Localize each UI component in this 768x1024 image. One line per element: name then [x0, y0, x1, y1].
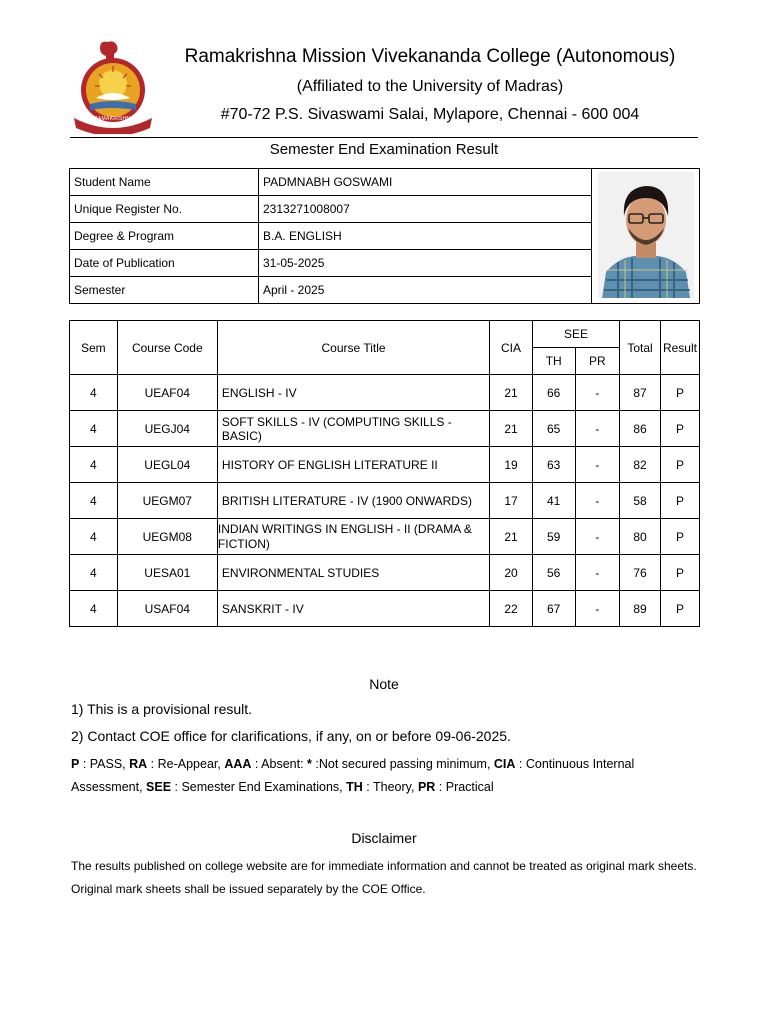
legend-text: : PASS,: [79, 757, 130, 771]
cell-code: UEGM08: [117, 519, 217, 555]
table-row: [70, 519, 700, 555]
cell-result: P: [660, 375, 699, 411]
cell-code: UEGL04: [117, 447, 217, 483]
legend-text: : Practical: [435, 780, 494, 794]
college-address: #70-72 P.S. Sivaswami Salai, Mylapore, Chennai - 600 004: [220, 106, 640, 123]
cell-sem: 4: [70, 555, 118, 591]
cell-cia: 17: [490, 483, 533, 519]
cell-sem: 4: [70, 447, 118, 483]
info-label: Degree & Program: [70, 223, 259, 250]
col-see: SEE: [532, 321, 619, 348]
college-logo: [70, 38, 156, 134]
results-table: [69, 320, 700, 627]
table-row: [70, 411, 700, 447]
cell-code: UEGM07: [117, 483, 217, 519]
info-label: Semester: [70, 277, 259, 304]
legend-key: AAA: [224, 757, 252, 771]
info-label: Unique Register No.: [70, 196, 259, 223]
cell-sem: 4: [70, 483, 118, 519]
cell-th: 66: [532, 375, 575, 411]
info-value: 31-05-2025: [259, 250, 592, 277]
cell-title: ENVIRONMENTAL STUDIES: [217, 555, 489, 591]
student-photo: [598, 172, 694, 298]
table-row: [70, 483, 700, 519]
info-value: B.A. ENGLISH: [259, 223, 592, 250]
header-divider: [70, 137, 698, 138]
table-row: [70, 447, 700, 483]
legend-key: SEE: [146, 780, 172, 794]
cell-cia: 20: [490, 555, 533, 591]
col-th: TH: [532, 348, 575, 375]
legend-key: RA: [129, 757, 148, 771]
document-title: Semester End Examination Result: [269, 141, 499, 158]
cell-pr: -: [575, 483, 620, 519]
cell-result: P: [660, 519, 699, 555]
cell-title: SOFT SKILLS - IV (COMPUTING SKILLS - BASIC): [217, 411, 489, 447]
cell-title: INDIAN WRITINGS IN ENGLISH - II (DRAMA & FICTION): [217, 519, 489, 555]
disclaimer-text: The results published on college website are for immediate information and cannot be treated as original mark sheets. Original mark sheets shall be issued separately by the COE Office.: [71, 859, 697, 896]
col-result: Result: [660, 321, 699, 375]
cell-total: 82: [620, 447, 661, 483]
note-line-provisional: 1) This is a provisional result.: [71, 701, 253, 717]
cell-code: UESA01: [117, 555, 217, 591]
cell-cia: 19: [490, 447, 533, 483]
cell-result: P: [660, 555, 699, 591]
cell-th: 59: [532, 519, 575, 555]
info-row-name: [70, 169, 700, 196]
cell-total: 80: [620, 519, 661, 555]
cell-th: 65: [532, 411, 575, 447]
col-sem: Sem: [70, 321, 118, 375]
info-label: Student Name: [70, 169, 259, 196]
col-total: Total: [620, 321, 661, 375]
student-info-table: [69, 168, 700, 304]
legend-key: TH: [346, 780, 363, 794]
info-value: April - 2025: [259, 277, 592, 304]
disclaimer-heading: Disclaimer: [351, 830, 417, 846]
cell-sem: 4: [70, 375, 118, 411]
cell-code: UEAF04: [117, 375, 217, 411]
cell-th: 63: [532, 447, 575, 483]
cell-result: P: [660, 591, 699, 627]
cell-pr: -: [575, 375, 620, 411]
cell-th: 41: [532, 483, 575, 519]
table-row: [70, 591, 700, 627]
table-row: [70, 375, 700, 411]
cell-title: ENGLISH - IV: [217, 375, 489, 411]
cell-th: 56: [532, 555, 575, 591]
legend-text: : Absent:: [251, 757, 308, 771]
results-header-row: [70, 321, 700, 348]
cell-total: 87: [620, 375, 661, 411]
legend-key: *: [307, 757, 312, 771]
col-course-title: Course Title: [217, 321, 489, 375]
info-value: 2313271008007: [259, 196, 592, 223]
cell-cia: 21: [490, 519, 533, 555]
cell-code: UEGJ04: [117, 411, 217, 447]
info-value: PADMNABH GOSWAMI: [259, 169, 592, 196]
college-name: Ramakrishna Mission Vivekananda College (Autonomous): [184, 46, 676, 67]
legend-key: CIA: [493, 757, 516, 771]
cell-cia: 21: [490, 411, 533, 447]
info-label: Date of Publication: [70, 250, 259, 277]
cell-result: P: [660, 447, 699, 483]
cell-sem: 4: [70, 411, 118, 447]
legend-text: :Not secured passing minimum,: [311, 757, 494, 771]
cell-title: HISTORY OF ENGLISH LITERATURE II: [217, 447, 489, 483]
cell-cia: 22: [490, 591, 533, 627]
cell-title: SANSKRIT - IV: [217, 591, 489, 627]
legend-text: : Re-Appear,: [147, 757, 225, 771]
cell-result: P: [660, 483, 699, 519]
legend-text: : Continuous Internal Assessment,: [71, 757, 635, 794]
cell-cia: 21: [490, 375, 533, 411]
cell-total: 76: [620, 555, 661, 591]
cell-pr: -: [575, 447, 620, 483]
legend-key: P: [71, 757, 80, 771]
cell-total: 89: [620, 591, 661, 627]
legend-text: : Theory,: [362, 780, 418, 794]
cell-total: 86: [620, 411, 661, 447]
legend-text: : Semester End Examinations,: [171, 780, 347, 794]
logo-text: RAMAKRISHNA MISSION: [94, 116, 134, 128]
abbreviation-legend: [71, 753, 701, 799]
cell-sem: 4: [70, 519, 118, 555]
cell-total: 58: [620, 483, 661, 519]
cell-title: BRITISH LITERATURE - IV (1900 ONWARDS): [217, 483, 489, 519]
cell-pr: -: [575, 519, 620, 555]
cell-sem: 4: [70, 591, 118, 627]
college-affiliation: (Affiliated to the University of Madras): [296, 78, 564, 95]
cell-result: P: [660, 411, 699, 447]
table-row: [70, 555, 700, 591]
note-line-contact: 2) Contact COE office for clarifications, if any, on or before 09-06-2025.: [71, 728, 511, 744]
cell-pr: -: [575, 555, 620, 591]
note-heading: Note: [369, 676, 399, 692]
student-photo-cell: [592, 169, 700, 304]
legend-key: PR: [417, 780, 436, 794]
col-course-code: Course Code: [117, 321, 217, 375]
cell-pr: -: [575, 591, 620, 627]
cell-pr: -: [575, 411, 620, 447]
col-pr: PR: [575, 348, 620, 375]
cell-code: USAF04: [117, 591, 217, 627]
col-cia: CIA: [490, 321, 533, 375]
cell-th: 67: [532, 591, 575, 627]
